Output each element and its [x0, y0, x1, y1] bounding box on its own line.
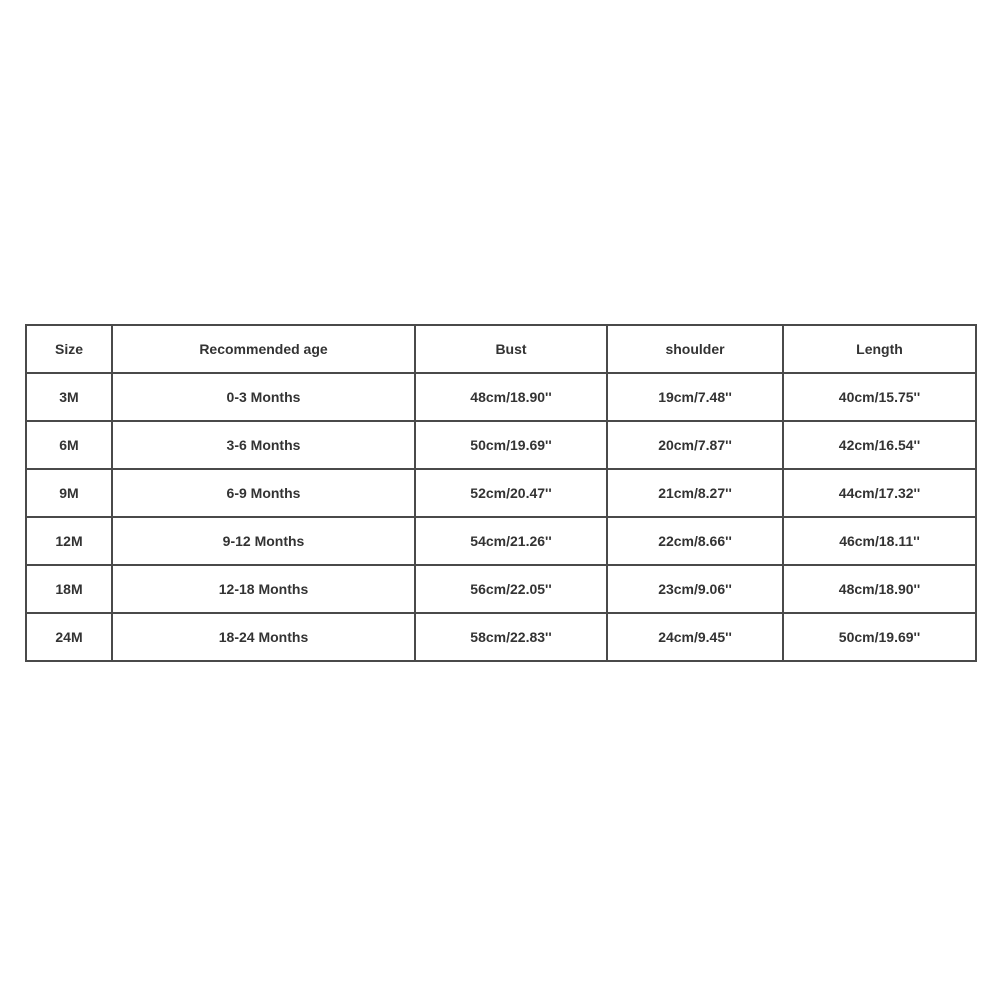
- cell-length: 48cm/18.90'': [783, 565, 976, 613]
- cell-recommended-age: 0-3 Months: [112, 373, 415, 421]
- cell-size: 3M: [26, 373, 112, 421]
- cell-size: 24M: [26, 613, 112, 661]
- cell-length: 40cm/15.75'': [783, 373, 976, 421]
- cell-bust: 56cm/22.05'': [415, 565, 607, 613]
- cell-recommended-age: 3-6 Months: [112, 421, 415, 469]
- cell-recommended-age: 12-18 Months: [112, 565, 415, 613]
- cell-length: 42cm/16.54'': [783, 421, 976, 469]
- cell-size: 18M: [26, 565, 112, 613]
- cell-shoulder: 23cm/9.06'': [607, 565, 783, 613]
- header-bust: Bust: [415, 325, 607, 373]
- cell-size: 12M: [26, 517, 112, 565]
- table-row: [26, 421, 976, 469]
- table-row: [26, 373, 976, 421]
- cell-size: 6M: [26, 421, 112, 469]
- cell-recommended-age: 9-12 Months: [112, 517, 415, 565]
- cell-length: 44cm/17.32'': [783, 469, 976, 517]
- table-row: [26, 613, 976, 661]
- header-size: Size: [26, 325, 112, 373]
- table-row: [26, 469, 976, 517]
- table-row: [26, 565, 976, 613]
- table-row: [26, 517, 976, 565]
- cell-bust: 52cm/20.47'': [415, 469, 607, 517]
- size-chart-table: [25, 324, 977, 662]
- cell-recommended-age: 6-9 Months: [112, 469, 415, 517]
- cell-shoulder: 19cm/7.48'': [607, 373, 783, 421]
- cell-size: 9M: [26, 469, 112, 517]
- header-length: Length: [783, 325, 976, 373]
- cell-bust: 48cm/18.90'': [415, 373, 607, 421]
- cell-shoulder: 21cm/8.27'': [607, 469, 783, 517]
- cell-bust: 54cm/21.26'': [415, 517, 607, 565]
- header-shoulder: shoulder: [607, 325, 783, 373]
- cell-shoulder: 24cm/9.45'': [607, 613, 783, 661]
- table-header-row: [26, 325, 976, 373]
- header-recommended-age: Recommended age: [112, 325, 415, 373]
- cell-length: 50cm/19.69'': [783, 613, 976, 661]
- cell-bust: 50cm/19.69'': [415, 421, 607, 469]
- cell-shoulder: 22cm/8.66'': [607, 517, 783, 565]
- cell-recommended-age: 18-24 Months: [112, 613, 415, 661]
- cell-shoulder: 20cm/7.87'': [607, 421, 783, 469]
- cell-length: 46cm/18.11'': [783, 517, 976, 565]
- cell-bust: 58cm/22.83'': [415, 613, 607, 661]
